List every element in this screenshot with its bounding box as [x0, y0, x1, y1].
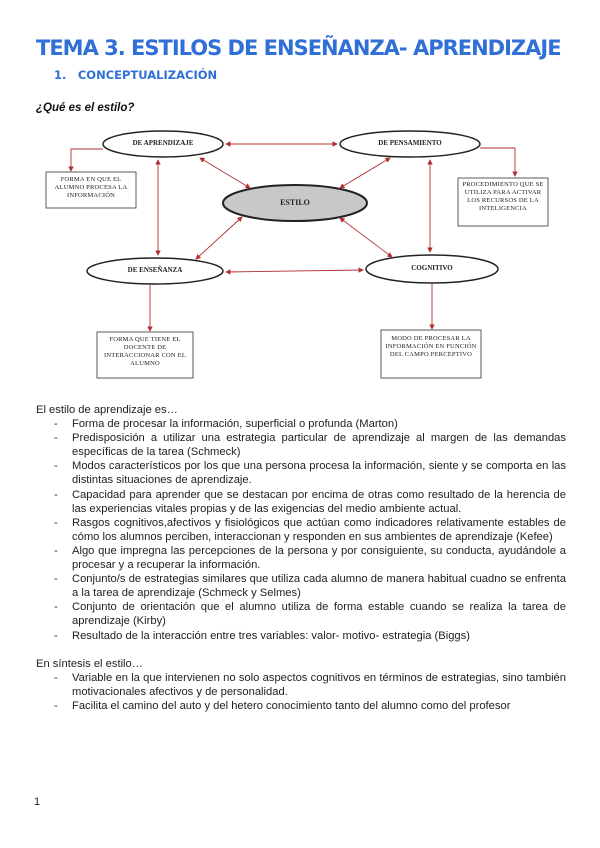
box-pensamiento-text: PROCEDIMIENTO QUE SE UTILIZA PARA ACTIVAR LOS RECURSOS DE LA INTELIGENCIA [462, 181, 544, 213]
box-cognitivo-text: MODO DE PROCESAR LA INFORMACIÓN EN FUNCIÓN DEL CAMPO PERCEPTIVO [385, 335, 477, 359]
question-heading: ¿Qué es el estilo? [36, 102, 135, 114]
list-item: - Predisposición a utilizar una estrategia particular de aprendizaje al margen de las demandas específicas de la tarea (Schmeck) [72, 431, 566, 459]
list-item: - Conjunto de orientación que el alumno utiliza de forma estable cuando se realiza la tarea de aprendizaje (Kirby) [72, 600, 566, 628]
sintesis-list [36, 671, 566, 713]
node-ensenanza-label: DE ENSEÑANZA [127, 266, 183, 274]
list-item: - Algo que impregna las percepciones de la persona y por consiguiente, su conducta, ayudándole a procesar y a recuperar la información. [72, 544, 566, 572]
list-item: - Rasgos cognitivos,afectivos y fisiológicos que actúan como indicadores relativamente estables de cómo los alumnos perciben, interaccionan y responden en sus ambientes de aprendizaje (Kefee) [72, 516, 566, 544]
node-cognitivo-label: COGNITIVO [411, 264, 453, 272]
arrow-center-cognitivo [340, 218, 392, 257]
list-item: - Resultado de la interacción entre tres variables: valor- motivo- estrategia (Biggs) [72, 629, 566, 643]
intro-sintesis: En síntesis el estilo… [36, 657, 143, 670]
page-number: 1 [34, 796, 41, 808]
body-text [36, 403, 566, 713]
aprendizaje-list [36, 417, 566, 643]
box-aprendizaje-text: FORMA EN QUE EL ALUMNO PROCESA LA INFORMACIÓN [54, 176, 128, 200]
list-item: - Modos característicos por los que una persona procesa la información, siente y se comporta en las distintas situaciones de aprendizaje. [72, 459, 566, 487]
node-pensamiento-label: DE PENSAMIENTO [378, 139, 442, 147]
page-title: TEMA 3. ESTILOS DE ENSEÑANZA- APRENDIZAJE [36, 36, 561, 60]
style-diagram [0, 120, 600, 390]
list-item: - Variable en la que intervienen no solo aspectos cognitivos en términos de estrategias, sino también motivacionales afectivos y de personalidad. [72, 671, 566, 699]
node-aprendizaje-label: DE APRENDIZAJE [132, 139, 194, 147]
list-item: - Capacidad para aprender que se destacan por encima de otras como resultado de la herencia de las experiencias vitales propias y de las exigencias del medio ambiente actual. [72, 488, 566, 516]
list-item: - Conjunto/s de estrategias similares que utiliza cada alumno de manera habitual cuadno se enfrenta a la tarea de aprendizaje (Schmeck y Selmes) [72, 572, 566, 600]
arrow-center-pensamiento [340, 158, 390, 188]
intro-aprendizaje: El estilo de aprendizaje es… [36, 404, 178, 416]
list-item: - Forma de procesar la información, superficial o profunda (Marton) [72, 417, 566, 431]
box-ensenanza-text: FORMA QUE TIENE EL DOCENTE DE INTERACCIONAR CON EL ALUMNO [104, 336, 186, 368]
connector-pensamiento-box [480, 148, 515, 176]
node-center-label: ESTILO [280, 198, 310, 207]
arrow-ensenanza-cognitivo [226, 270, 363, 272]
diagram-canvas [0, 120, 600, 390]
arrow-center-aprendizaje [200, 158, 250, 188]
list-item: - Facilita el camino del auto y del hetero conocimiento tanto del alumno como del profesor [72, 699, 566, 713]
arrow-center-ensenanza [196, 217, 242, 259]
connector-aprendizaje-box [71, 149, 103, 171]
section-heading: 1. CONCEPTUALIZACIÓN [54, 68, 218, 82]
